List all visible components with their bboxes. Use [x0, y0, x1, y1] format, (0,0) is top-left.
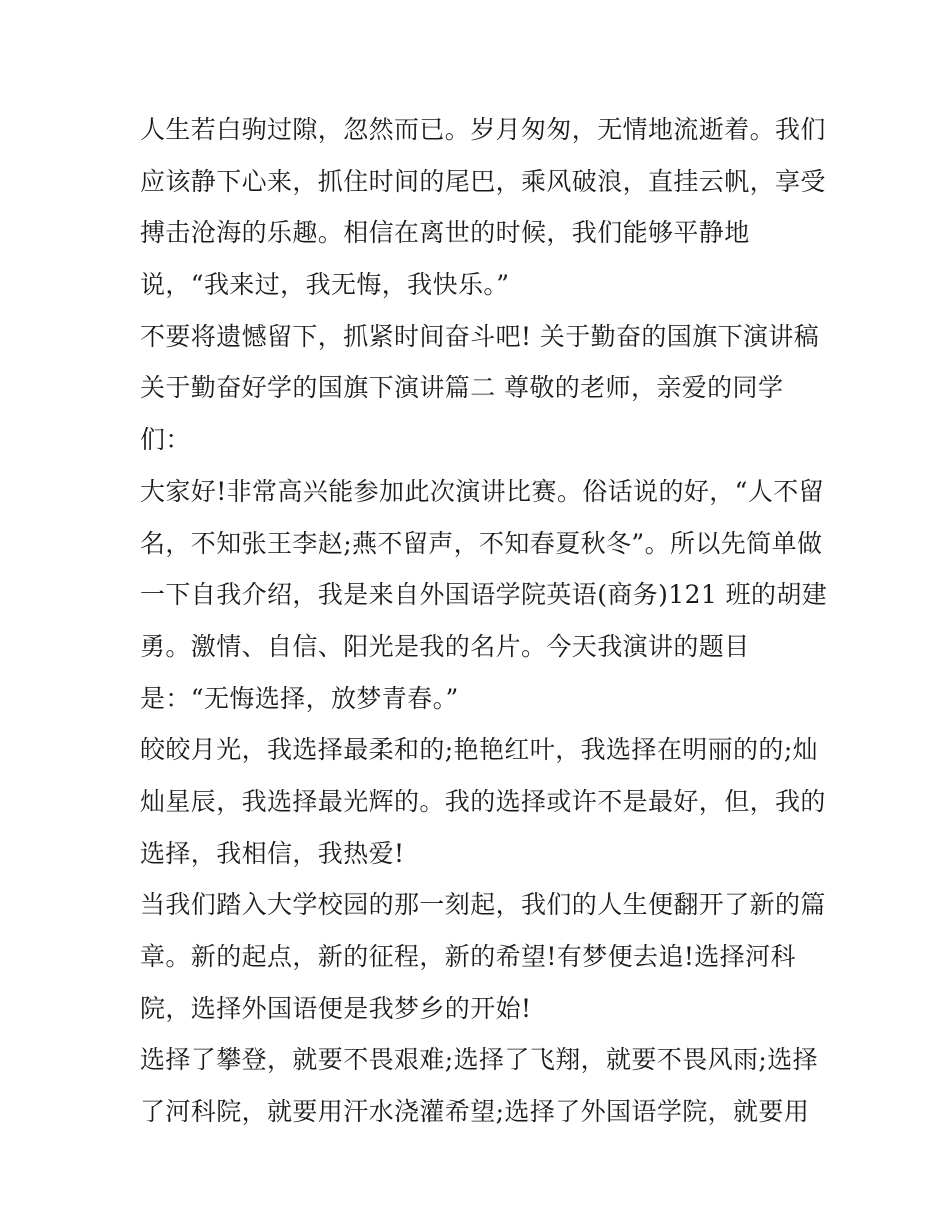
text-line: 大家好!非常高兴能参加此次演讲比赛。俗话说的好，“人不留 — [140, 476, 825, 506]
text-line: 应该静下心来，抓住时间的尾巴，乘风破浪，直挂云帆，享受 — [140, 166, 826, 196]
text-line: 灿星辰，我选择最光辉的。我的选择或许不是最好，但，我的 — [140, 786, 826, 816]
text-line: 勇。激情、自信、阳光是我的名片。今天我演讲的题目 — [140, 631, 750, 661]
text-line: 名，不知张王李赵;燕不留声，不知春夏秋冬”。所以先简单做 — [140, 528, 823, 558]
text-line: 院，选择外国语便是我梦乡的开始! — [140, 993, 532, 1023]
text-line: 了河科院，就要用汗水浇灌希望;选择了外国语学院，就要用 — [140, 1097, 810, 1127]
text-line: 人生若白驹过隙，忽然而已。岁月匆匆，无情地流逝着。我们 — [140, 115, 826, 144]
text-line: 皎皎月光，我选择最柔和的;艳艳红叶，我选择在明丽的的;灿 — [140, 735, 819, 765]
text-line: 关于勤奋好学的国旗下演讲篇二 尊敬的老师，亲爱的同学 — [140, 373, 784, 403]
document-body — [140, 104, 830, 1138]
text-line: 们： — [140, 425, 191, 455]
text-line: 不要将遗憾留下，抓紧时间奋斗吧! 关于勤奋的国旗下演讲稿 — [140, 321, 820, 351]
text-line: 章。新的起点，新的征程，新的希望!有梦便去追!选择河科 — [140, 942, 796, 971]
text-line: 选择了攀登，就要不畏艰难;选择了飞翔，就要不畏风雨;选择 — [140, 1045, 819, 1075]
text-line: 说，“我来过，我无悔，我快乐。” — [140, 270, 510, 300]
text-line: 一下自我介绍，我是来自外国语学院英语(商务)121 班的胡建 — [140, 580, 828, 610]
text-line: 搏击沧海的乐趣。相信在离世的时候，我们能够平静地 — [140, 218, 750, 248]
text-line: 当我们踏入大学校园的那一刻起，我们的人生便翻开了新的篇 — [140, 890, 826, 920]
text-line: 选择，我相信，我热爱! — [140, 838, 405, 868]
text-line: 是：“无悔选择，放梦青春。” — [140, 683, 459, 713]
